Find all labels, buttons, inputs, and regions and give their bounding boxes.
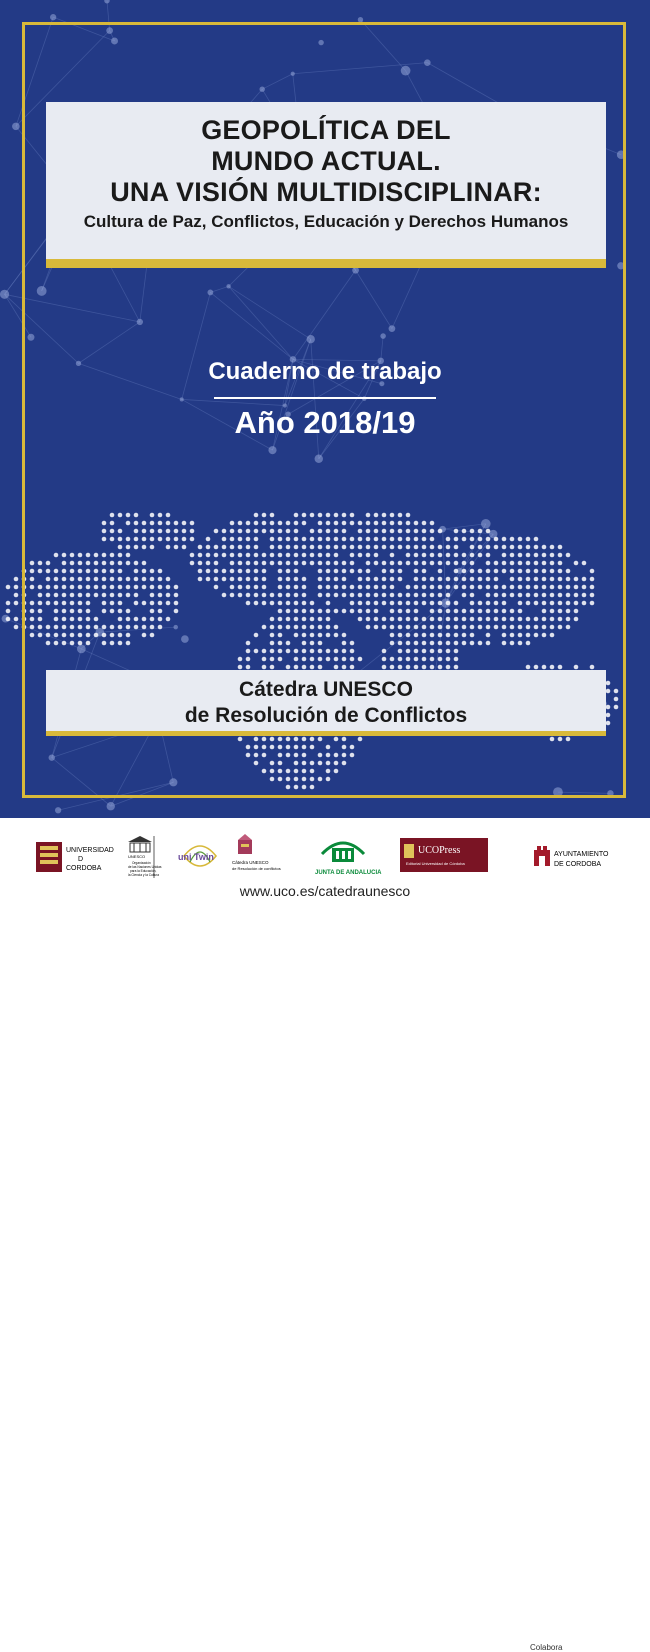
cover: [0, 0, 650, 818]
subtitle: Cultura de Paz, Conflictos, Educación y Derechos Humanos: [83, 212, 569, 231]
unesco-desc-3: para la Educación,: [130, 869, 157, 873]
footer-logos: [0, 818, 650, 1652]
catedra-line-2: de Resolución de Conflictos: [184, 704, 468, 727]
uco-text-3: CORDOBA: [66, 865, 102, 872]
junta-logo: [312, 832, 382, 878]
unitwin-logo: [176, 836, 224, 878]
uco-logo: [36, 838, 116, 878]
unesco-logo: [128, 834, 178, 884]
colabora-label: Colabora: [530, 1643, 563, 1652]
ayuntamiento-logo: [530, 842, 614, 876]
catedra-line-1: Cátedra UNESCO: [239, 678, 413, 701]
title-panel: [46, 102, 606, 268]
catedra-panel: [46, 670, 606, 736]
ucopress-logo: [400, 838, 488, 872]
title-line-2: MUNDO ACTUAL.: [211, 146, 441, 176]
year-label: Año 2018/19: [234, 405, 416, 440]
catedra-small-text-2: de Resolución de conflictos: [232, 866, 281, 871]
divider: [214, 397, 436, 399]
title-line-3: UNA VISIÓN MULTIDISCIPLINAR:: [110, 177, 542, 207]
uco-text-1: UNIVERSIDAD: [66, 847, 114, 854]
unesco-desc-2: de las Naciones Unidas: [128, 865, 162, 869]
website-url[interactable]: www.uco.es/catedraunesco: [239, 883, 411, 899]
catedra-small-text-1: Cátedra UNESCO: [232, 860, 269, 865]
junta-text: JUNTA DE ANDALUCIA: [315, 870, 382, 876]
unesco-desc-4: la Ciencia y la Cultura: [128, 873, 160, 877]
ucopress-text: UCOPress: [418, 845, 461, 856]
ucopress-sub: Editorial Universidad de Córdoba: [406, 861, 465, 866]
unitwin-text: uni Twin: [178, 852, 214, 862]
title-line-1: GEOPOLÍTICA DEL: [201, 115, 451, 145]
cuaderno-label: Cuaderno de trabajo: [208, 358, 442, 385]
catedra-small-logo: [232, 834, 292, 878]
ayto-text-2: DE CORDOBA: [554, 861, 602, 868]
uco-text-2: D: [78, 856, 84, 863]
unesco-desc-1: Organización: [132, 861, 151, 865]
unesco-word: UNESCO: [128, 854, 146, 859]
ayto-text-1: AYUNTAMIENTO: [554, 851, 609, 858]
